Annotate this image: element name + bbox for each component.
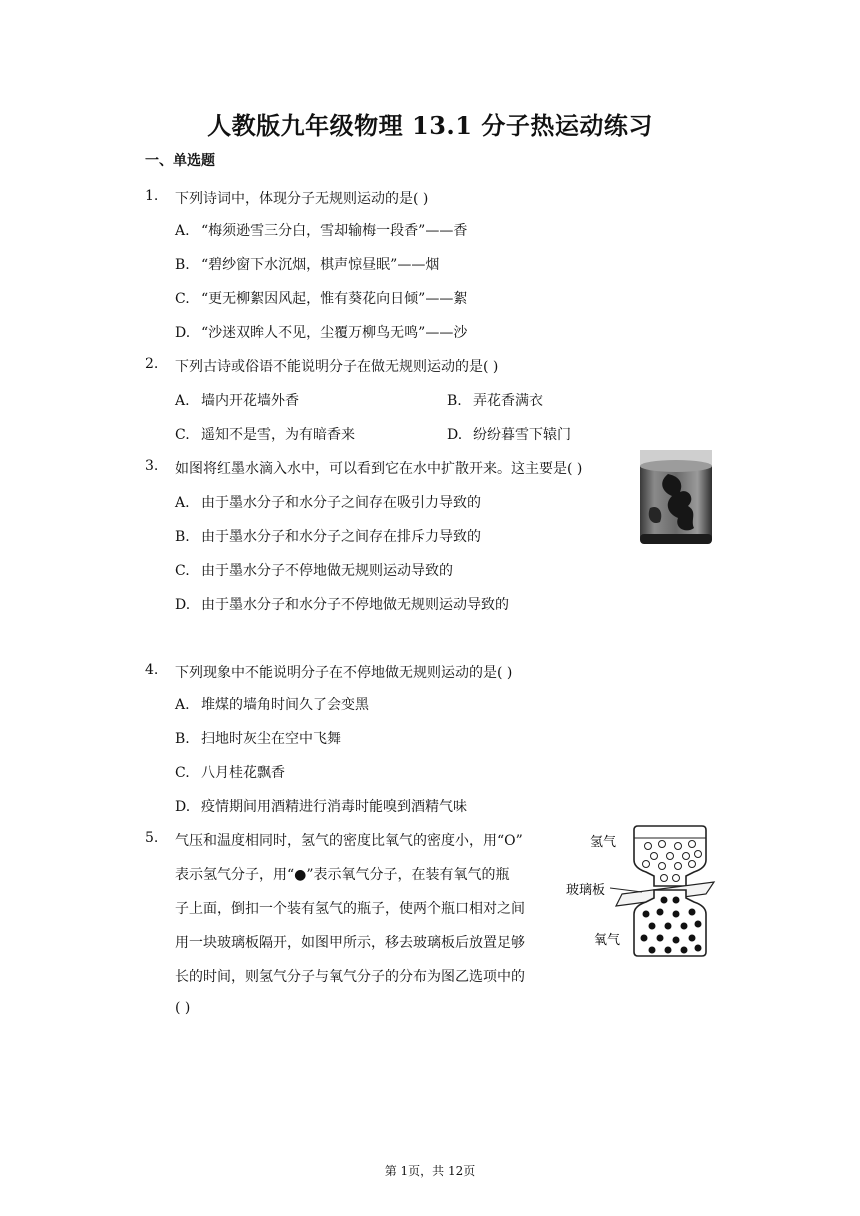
option-3c[interactable]: C. 由于墨水分子不停地做无规则运动导致的 <box>175 563 453 579</box>
question-text: 下列古诗或俗语不能说明分子在做无规则运动的是( ) <box>175 359 499 375</box>
section-heading: 一、单选题 <box>145 153 215 169</box>
option-4c[interactable]: C. 八月桂花飘香 <box>175 765 285 781</box>
question-number: 1. <box>145 188 159 204</box>
page-footer: 第 1页，共 12页 <box>384 1164 476 1178</box>
oxygen-label: 氧气 <box>594 933 621 948</box>
gas-bottles-figure <box>566 820 716 960</box>
option-3d[interactable]: D. 由于墨水分子和水分子不停地做无规则运动导致的 <box>175 597 509 613</box>
option-3b[interactable]: B. 由于墨水分子和水分子之间存在排斥力导致的 <box>175 529 481 545</box>
option-4d[interactable]: D. 疫情期间用酒精进行消毒时能嗅到酒精气味 <box>175 799 467 815</box>
question-number: 5. <box>145 830 159 846</box>
page-title: 人教版九年级物理 13.1 分子热运动练习 <box>207 111 653 140</box>
hydrogen-label: 氢气 <box>590 835 617 850</box>
question-text: 如图将红墨水滴入水中，可以看到它在水中扩散开来。这主要是( ) <box>175 461 583 477</box>
question-5-line-2: 表示氢气分子，用“●”表示氧气分子，在装有氧气的瓶 <box>175 867 510 883</box>
option-1b[interactable]: B. “碧纱窗下水沉烟，棋声惊昼眠”——烟 <box>175 257 440 273</box>
question-text: 下列现象中不能说明分子在不停地做无规则运动的是( ) <box>175 665 513 681</box>
option-4a[interactable]: A. 堆煤的墙角时间久了会变黑 <box>175 697 369 713</box>
question-number: 4. <box>145 662 159 678</box>
ink-beaker-figure <box>638 448 714 546</box>
option-1a[interactable]: A. “梅须逊雪三分白，雪却输梅一段香”——香 <box>175 223 468 239</box>
question-5-line-4: 用一块玻璃板隔开，如图甲所示，移去玻璃板后放置足够 <box>175 935 525 951</box>
question-5-line-3: 子上面，倒扣一个装有氢气的瓶子，使两个瓶口相对之间 <box>175 901 525 917</box>
question-5-line-6: ( ) <box>175 1000 191 1016</box>
option-2a[interactable]: A. 墙内开花墙外香 <box>175 393 299 409</box>
question-5-line-5: 长的时间，则氢气分子与氧气分子的分布为图乙选项中的 <box>175 969 525 985</box>
glass-plate-label: 玻璃板 <box>566 883 606 898</box>
option-1c[interactable]: C. “更无柳絮因风起，惟有葵花向日倾”——絮 <box>175 291 468 307</box>
question-5-line-1: 气压和温度相同时，氢气的密度比氧气的密度小，用“O” <box>175 833 523 849</box>
option-2d[interactable]: D. 纷纷暮雪下辕门 <box>447 427 571 443</box>
option-1d[interactable]: D. “沙迷双眸人不见，尘覆万柳鸟无鸣”——沙 <box>175 325 468 341</box>
option-2c[interactable]: C. 遥知不是雪，为有暗香来 <box>175 427 355 443</box>
option-4b[interactable]: B. 扫地时灰尘在空中飞舞 <box>175 731 341 747</box>
option-3a[interactable]: A. 由于墨水分子和水分子之间存在吸引力导致的 <box>175 495 481 511</box>
option-2b[interactable]: B. 弄花香满衣 <box>447 393 543 409</box>
question-number: 2. <box>145 356 159 372</box>
question-number: 3. <box>145 458 159 474</box>
question-text: 下列诗词中，体现分子无规则运动的是( ) <box>175 191 429 207</box>
